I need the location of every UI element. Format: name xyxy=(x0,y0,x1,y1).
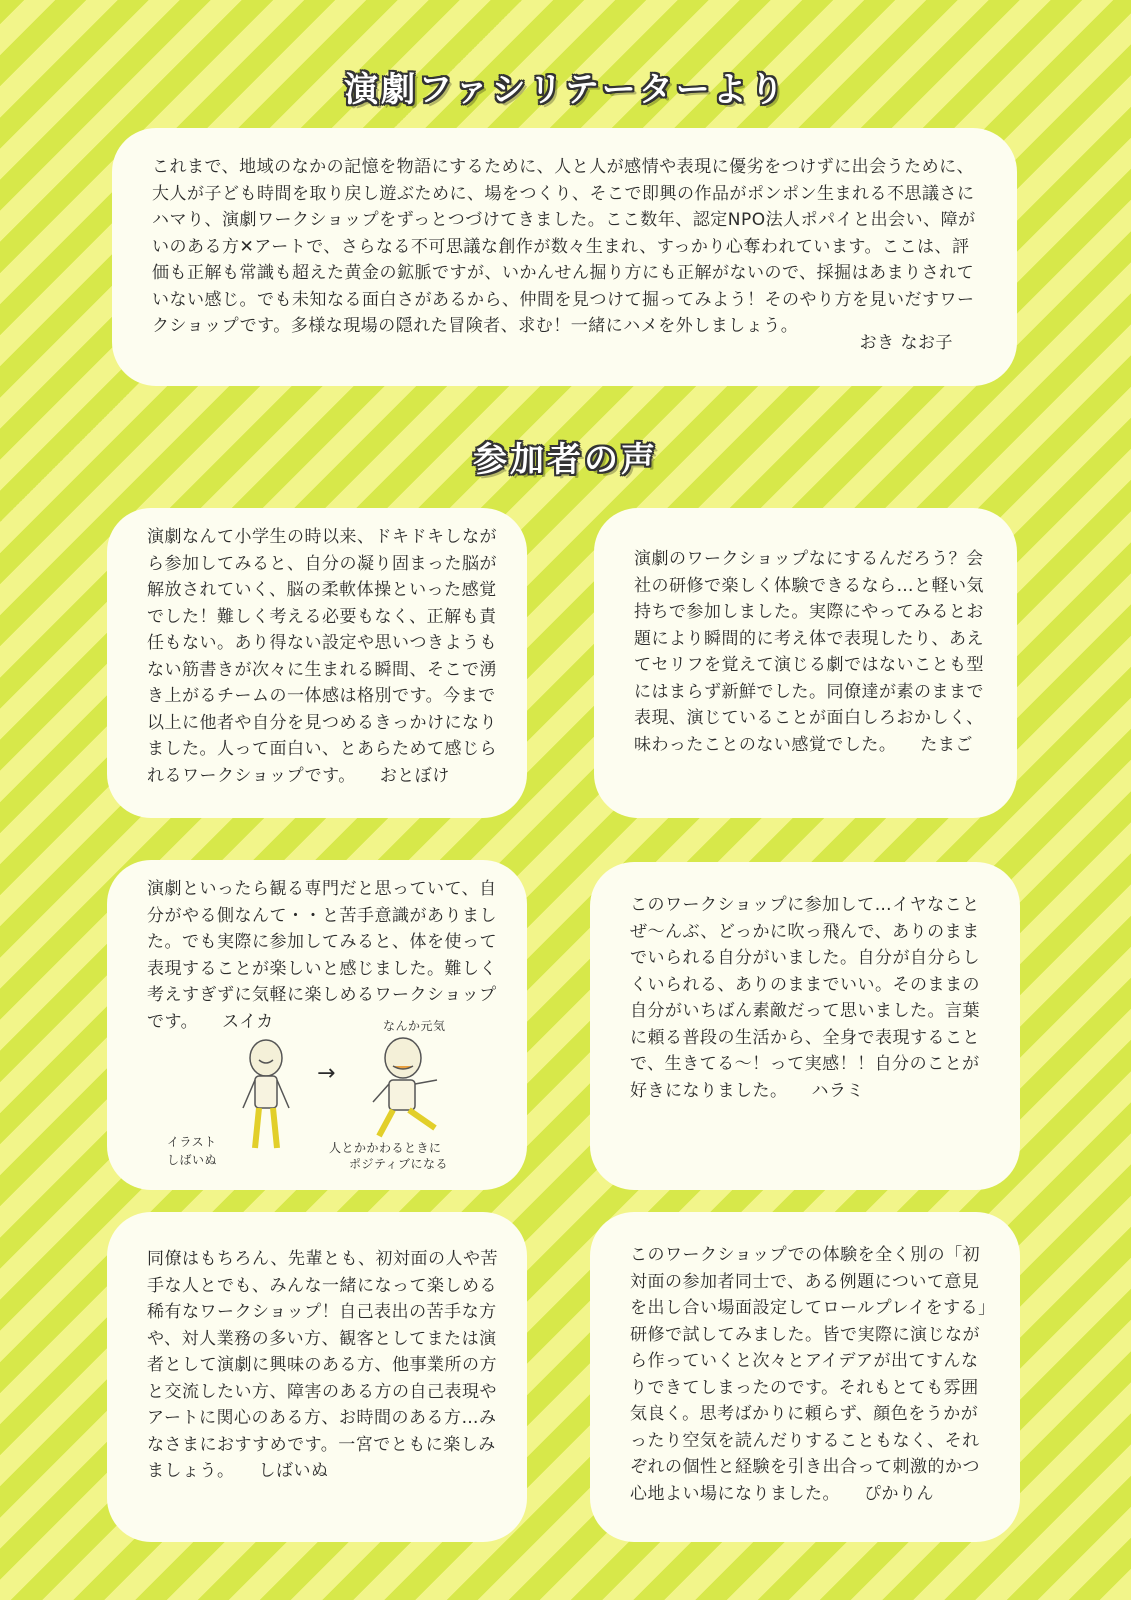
voice-text: このワークショップに参加して…イヤなことぜ〜んぶ、どっかに吹っ飛んで、ありのままでいられる自分がいました。自分が自分らしくいられる、ありのままでいい。そのままの自分がいちばん素敵だって思いました。言葉に頼る普段の生活から、全身で表現することで、生きてる〜！って実感！！自分のことが好きになりました。 xyxy=(630,895,980,1101)
voice-text: このワークショップでの体験を全く別の「初対面の参加者同士で、ある例題について意見を出し合い場面設定してロールプレイをする」研修で試してみました。皆で実際に演じながら作っていくと次々とアイデアが出てすんなりできてしまったのです。それもとても雰囲気良く。思考ばかりに頼らず、顔色をうかがったり空気を読んだりすることもなく、それぞれの個性と経験を引き出合って刺激的かつ心地よい場になりました。 xyxy=(630,1245,988,1504)
voice-author: たまご xyxy=(920,734,973,755)
facilitator-heading: 演劇ファシリテーターより xyxy=(344,70,787,110)
voice-text: 演劇といったら観る専門だと思っていて、自分がやる側なんて・・と苦手意識がありました。でも実際に参加してみると、体を使って表現することが楽しいと感じました。難しく考えすぎずに気軽に楽しめるワークショップです。 xyxy=(147,879,497,1032)
facilitator-card xyxy=(112,128,1017,386)
voice-card-otoboke xyxy=(107,508,527,818)
voice-text: 同僚はもちろん、先輩とも、初対面の人や苦手な人とでも、みんな一緒になって楽しめる稀有なワークショップ！自己表出の苦手な方や、対人業務の多い方、観客としてまたは演者として演劇に興味のある方、他事業所の方と交流したい方、障害のある方の自己表現やアートに関心のある方、お時間のある方…みなさまにおすすめです。一宮でともに楽しみましょう。 xyxy=(147,1249,499,1481)
illustration-caption-bottom-line1: 人とかかわるときに xyxy=(329,1141,442,1155)
voice-author: しばいぬ xyxy=(258,1461,329,1481)
voices-heading: 参加者の声 xyxy=(473,440,658,480)
illustration-arrow: → xyxy=(317,1061,336,1086)
voice-card-pikarin xyxy=(590,1212,1020,1542)
facilitator-author: おき なお子 xyxy=(859,332,953,353)
facilitator-text: これまで、地域のなかの記憶を物語にするために、人と人が感情や表現に優劣をつけずに出会うために、大人が子ども時間を取り戻し遊ぶために、場をつくり、そこで即興の作品がポンポン生まれる不思議さにハマり、演劇ワークショップをずっとつづけてきました。ここ数年、認定NPO法人ポパイと出会い、障がいのある方✕アートで、さらなる不可思議な創作が数々生まれ、すっかり心奪われています。ここは、評価も正解も常識も超えた黄金の鉱脈ですが、いかんせん掘り方にも正解がないので、採掘はあまりされていない感じ。でも未知なる面白さがあるから、仲間を見つけて掘ってみよう！そのやり方を見いだすワークショップです。多様な現場の隠れた冒険者、求む！一緒にハメを外しましょう。 xyxy=(152,157,976,336)
voice-author: ぴかりん xyxy=(864,1483,934,1504)
voice-text: 演劇なんて小学生の時以来、ドキドキしながら参加してみると、自分の凝り固まった脳が解放されていく、脳の柔軟体操といった感覚でした！難しく考える必要もなく、正解も責任もない。あり得ない設定や思いつきようもない筋書きが次々に生まれる瞬間、そこで湧き上がるチームの一体感は格別です。今まで以上に他者や自分を見つめるきっかけになりました。人って面白い、とあらためて感じられるワークショップです。 xyxy=(147,527,497,786)
voice-text: 演劇のワークショップなにするんだろう？会社の研修で楽しく体験できるなら…と軽い気持ちで参加しました。実際にやってみるとお題により瞬間的に考え体で表現したり、あえてセリフを覚えて演じる劇ではないことも型にはまらず新鮮でした。同僚達が素のままで表現、演じていることが面白しろおかしく、味わったことのない感覚でした。 xyxy=(634,549,984,755)
illustration-credit-line1: イラスト xyxy=(167,1135,217,1149)
voice-card-suika xyxy=(107,860,527,1190)
voice-author: スイカ xyxy=(222,1011,274,1032)
voice-card-harami xyxy=(590,862,1020,1190)
illustration-credit-line2: しばいぬ xyxy=(167,1153,218,1167)
voice-author: おとぼけ xyxy=(379,765,450,786)
voice-card-shibainu xyxy=(107,1212,527,1542)
illustration-caption-top: なんか元気 xyxy=(383,1019,446,1033)
voice-author: ハラミ xyxy=(811,1080,864,1101)
voice-card-tamago xyxy=(594,508,1017,818)
illustration-caption-bottom-line2: ポジティブになる xyxy=(349,1157,449,1171)
